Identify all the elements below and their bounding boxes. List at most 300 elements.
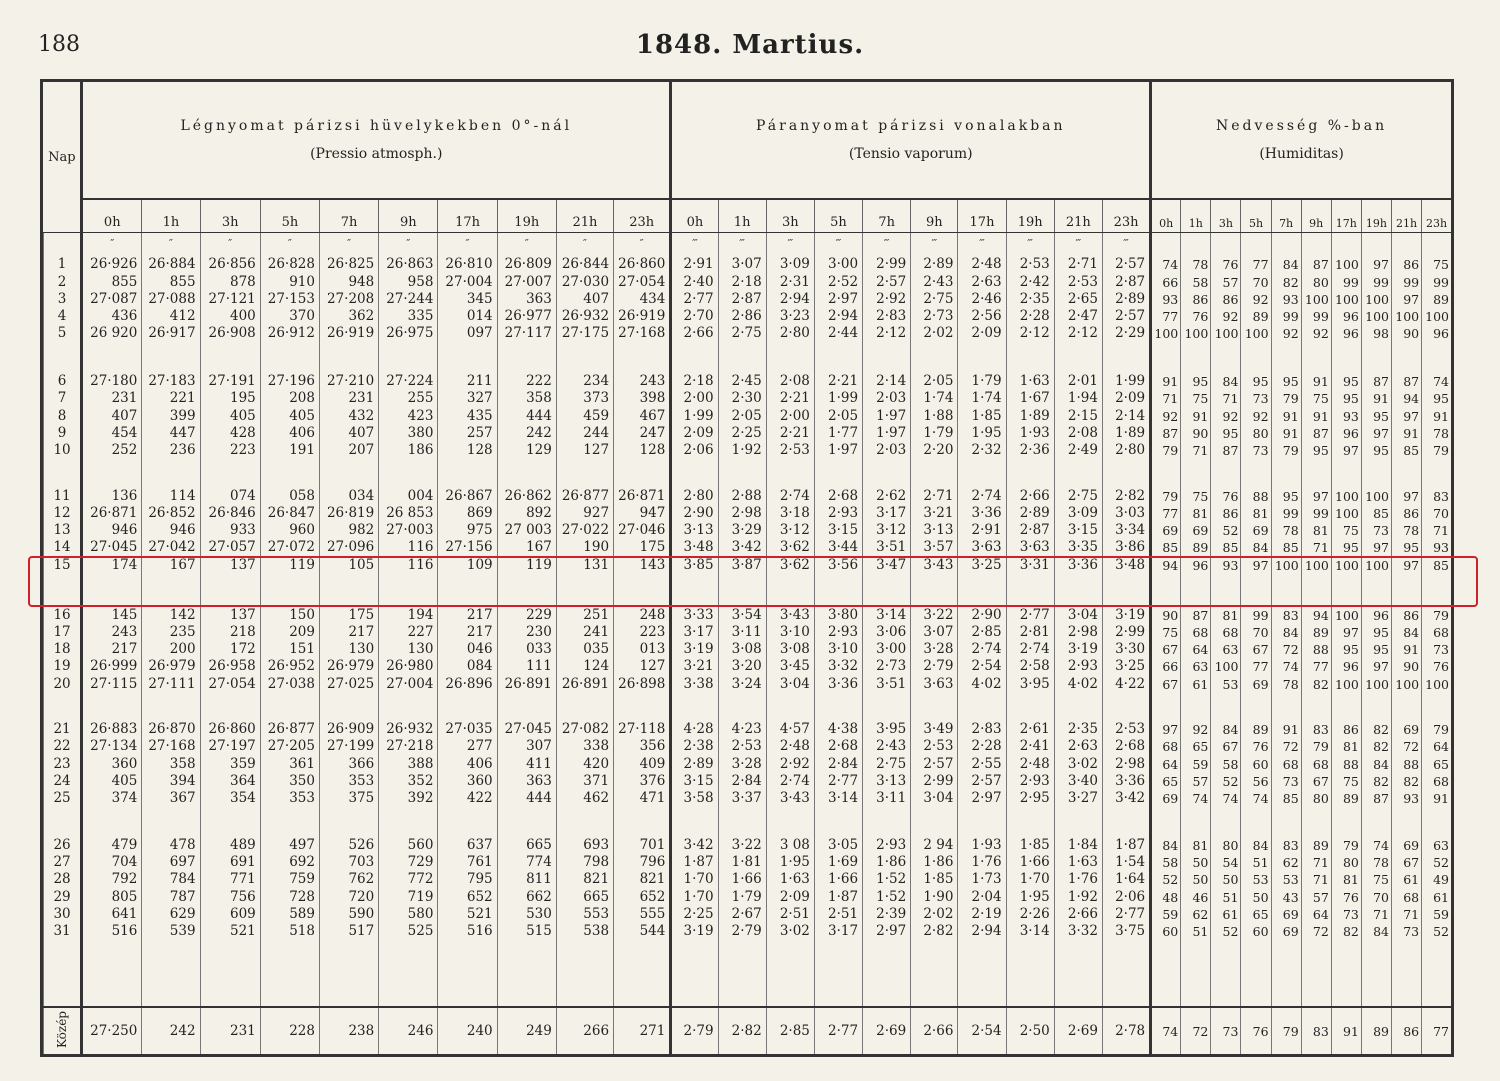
- vapor-value-column: 3·09 2·31 2·94 3·23 2·80: [766, 253, 814, 370]
- humidity-unit-mark: [1422, 233, 1451, 254]
- vapor-value-column: 1·79 1·74 1·85 1·95 2·32: [958, 370, 1006, 485]
- humidity-value-column: 87 80 100 99 92: [1301, 253, 1331, 370]
- vapor-value-column: 2 94 1·86 1·85 1·90 2·02 2·82: [911, 834, 958, 1008]
- pressure-value-column: 211 327 435 257 128: [438, 370, 497, 485]
- vapor-value-column: 2·53 2·42 2·35 2·28 2·12: [1006, 253, 1054, 370]
- humidity-hour-header: 9h: [1301, 199, 1331, 233]
- pressure-value-column: 194 227 130 26·980 27·004: [379, 604, 438, 719]
- humidity-hour-header: 17h: [1331, 199, 1361, 233]
- pressure-value-column: 26·877 27·205 361 350 353: [260, 718, 319, 834]
- humidity-value-column: 100 97 95 96 100: [1331, 604, 1361, 719]
- humidity-value-column: 95 99 78 85 100: [1271, 485, 1301, 604]
- humidity-value-column: 83 70 71 93 85: [1422, 485, 1451, 604]
- vapor-mean-value: 2·66: [911, 1007, 958, 1054]
- humidity-mean-value: 79: [1271, 1007, 1301, 1054]
- nap-header: Nap: [44, 82, 82, 233]
- vapor-value-column: 3·95 2·43 2·75 3·13 3·11: [863, 718, 911, 834]
- pressure-value-column: 637 761 795 652 521 516: [438, 834, 497, 1008]
- humidity-unit-mark: [1301, 233, 1331, 254]
- pressure-value-column: 26·844 27·030 407 26·932 27·175: [556, 253, 613, 370]
- pressure-value-column: 526 703 762 720 590 517: [320, 834, 379, 1008]
- humidity-value-column: 95 95 93 96 97: [1331, 370, 1361, 485]
- pressure-hour-header: 19h: [497, 199, 556, 233]
- vapor-hour-header: 0h: [671, 199, 718, 233]
- humidity-value-column: 78 58 86 76 100: [1181, 253, 1211, 370]
- pressure-value-column: 489 691 771 756 609 521: [200, 834, 260, 1008]
- pressure-mean-value: 231: [200, 1007, 260, 1054]
- vapor-hour-header: 19h: [1006, 199, 1054, 233]
- hours-row: [44, 199, 1452, 233]
- humidity-hour-header: 1h: [1181, 199, 1211, 233]
- row-15-highlight: [28, 556, 1478, 607]
- vapor-unit-mark: ‴: [766, 233, 814, 254]
- pressure-mean-value: 266: [556, 1007, 613, 1054]
- vapor-value-column: 4·57 2·48 2·92 2·74 3·43: [766, 718, 814, 834]
- pressure-value-column: 27·180 231 407 454 252: [82, 370, 142, 485]
- humidity-value-column: 74 95 91 78 79: [1422, 370, 1451, 485]
- vapor-mean-value: 2·79: [671, 1007, 718, 1054]
- vapor-value-column: 3·07 2·18 2·87 2·86 2·75: [718, 253, 766, 370]
- pressure-title: Légnyomat párizsi hüvelykekben 0°-nál: [180, 117, 573, 134]
- pressure-value-column: 26·860 27·054 434 26·919 27·168: [614, 253, 671, 370]
- vapor-value-column: 3·49 2·53 2·57 2·99 3·04: [911, 718, 958, 834]
- vapor-unit-mark: ‴: [1054, 233, 1102, 254]
- vapor-value-column: 2·99 2·57 2·92 2·83 2·12: [863, 253, 911, 370]
- humidity-value-column: 100 99 100 96 96: [1331, 253, 1361, 370]
- vapor-value-column: 3·04 2·98 3·19 2·93 4·02: [1054, 604, 1102, 719]
- humidity-value-column: 83 84 72 74 78: [1271, 604, 1301, 719]
- pressure-value-column: 26·825 948 27·208 362 26·919: [320, 253, 379, 370]
- humidity-value-column: 90 75 67 66 67: [1151, 604, 1181, 719]
- pressure-value-column: 26·871 947 27·046 175 143: [614, 485, 671, 604]
- unit-marks-row: [44, 233, 1452, 254]
- humidity-value-column: 87 68 64 63 61: [1181, 604, 1211, 719]
- humidity-hour-header: 5h: [1241, 199, 1271, 233]
- pressure-value-column: 136 26·871 946 27·045 174: [82, 485, 142, 604]
- pressure-value-column: 175 217 130 26·979 27·025: [320, 604, 379, 719]
- pressure-value-column: 229 230 033 111 26·891: [497, 604, 556, 719]
- humidity-value-column: 99 70 67 77 69: [1241, 604, 1271, 719]
- humidity-hour-header: 21h: [1392, 199, 1422, 233]
- vapor-value-column: 2·71 3·21 3·13 3·57 3·43: [911, 485, 958, 604]
- humidity-value-column: 76 57 86 92 100: [1211, 253, 1241, 370]
- pressure-value-column: 26·856 878 27·121 400 26·908: [200, 253, 260, 370]
- humidity-value-column: 79 80 81 76 73 82: [1331, 834, 1361, 1008]
- day-group: [44, 253, 1452, 370]
- pressure-value-column: 058 26·847 960 27·072 119: [260, 485, 319, 604]
- vapor-value-column: 3·22 1·81 1·66 1·79 2·67 2·79: [718, 834, 766, 1008]
- vapor-value-column: 3·19 2·99 3·30 3·25 4·22: [1102, 604, 1150, 719]
- day-numbers: 21 22 23 24 25: [44, 718, 82, 834]
- humidity-value-column: 79 64 65 68 91: [1422, 718, 1451, 834]
- pressure-value-column: 26·867 869 975 27·156 109: [438, 485, 497, 604]
- vapor-value-column: 3·54 3·11 3·08 3·20 3·24: [718, 604, 766, 719]
- humidity-value-column: 97 68 64 65 69: [1151, 718, 1181, 834]
- pressure-value-column: 26·860 27·197 359 364 354: [200, 718, 260, 834]
- humidity-value-column: 79 68 73 76 100: [1422, 604, 1451, 719]
- pressure-value-column: 074 26·846 933 27·057 137: [200, 485, 260, 604]
- pressure-value-column: 145 243 217 26·999 27·115: [82, 604, 142, 719]
- pressure-value-column: 137 218 172 26·958 27·054: [200, 604, 260, 719]
- humidity-unit-mark: [1181, 233, 1211, 254]
- humidity-value-column: 75 81 69 89 96: [1181, 485, 1211, 604]
- vapor-value-column: 2·18 2·00 1·99 2·09 2·06: [671, 370, 718, 485]
- humidity-value-column: 97 99 81 71 100: [1301, 485, 1331, 604]
- vapor-value-column: 2·14 2·03 1·97 1·97 2·03: [863, 370, 911, 485]
- humidity-unit-mark: [1271, 233, 1301, 254]
- humidity-header: [1151, 82, 1451, 199]
- pressure-mean-value: 27·250: [82, 1007, 142, 1054]
- pressure-value-column: 27·183 221 399 447 236: [142, 370, 200, 485]
- humidity-value-column: 83 79 68 67 80: [1301, 718, 1331, 834]
- pressure-unit-mark: ″: [260, 233, 319, 254]
- humidity-mean-value: 83: [1301, 1007, 1331, 1054]
- pressure-value-column: 26·883 27·134 360 405 374: [82, 718, 142, 834]
- humidity-unit-mark: [1361, 233, 1391, 254]
- pressure-value-column: 142 235 200 26·979 27·111: [142, 604, 200, 719]
- vapor-hour-header: 9h: [911, 199, 958, 233]
- humidity-value-column: 84 67 58 52 74: [1211, 718, 1241, 834]
- unit-mark-spacer: [44, 233, 82, 254]
- vapor-value-column: 4·28 2·38 2·89 3·15 3·58: [671, 718, 718, 834]
- vapor-hour-header: 7h: [863, 199, 911, 233]
- humidity-value-column: 88 81 69 84 97: [1241, 485, 1271, 604]
- vapor-value-column: 4·38 2·68 2·84 2·77 3·14: [814, 718, 862, 834]
- page-number: 188: [38, 32, 80, 57]
- pressure-value-column: 26·810 27·004 345 014 097: [438, 253, 497, 370]
- humidity-value-column: 81 68 63 100 53: [1211, 604, 1241, 719]
- humidity-value-column: 84 51 53 50 65 60: [1241, 834, 1271, 1008]
- humidity-value-column: 86 99 97 100 90: [1392, 253, 1422, 370]
- humidity-hour-header: 19h: [1361, 199, 1391, 233]
- humidity-value-column: 87 94 97 91 85: [1392, 370, 1422, 485]
- humidity-mean-value: 89: [1361, 1007, 1391, 1054]
- vapor-value-column: 2·91 2·40 2·77 2·70 2·66: [671, 253, 718, 370]
- vapor-value-column: 2·61 2·41 2·48 2·93 2·95: [1006, 718, 1054, 834]
- pressure-value-column: 701 796 821 652 555 544: [614, 834, 671, 1008]
- vapor-value-column: 2·74 3·18 3·12 3·62 3·62: [766, 485, 814, 604]
- day-group: [44, 718, 1452, 834]
- pressure-value-column: 26·884 855 27·088 412 26·917: [142, 253, 200, 370]
- humidity-hour-header: 3h: [1211, 199, 1241, 233]
- humidity-value-column: 74 66 93 77 100: [1151, 253, 1181, 370]
- vapor-mean-value: 2·82: [718, 1007, 766, 1054]
- pressure-header: [82, 82, 671, 199]
- day-numbers: 16 17 18 19 20: [44, 604, 82, 719]
- vapor-value-column: 3·14 3·06 3·00 2·73 3·51: [863, 604, 911, 719]
- vapor-hour-header: 5h: [814, 199, 862, 233]
- pressure-value-column: 665 774 811 662 530 515: [497, 834, 556, 1008]
- vapor-unit-mark: ‴: [718, 233, 766, 254]
- pressure-value-column: 497 692 759 728 589 518: [260, 834, 319, 1008]
- vapor-value-column: 2·35 2·63 3·02 3·40 3·27: [1054, 718, 1102, 834]
- pressure-value-column: 26·809 27·007 363 26·977 27·117: [497, 253, 556, 370]
- pressure-hour-header: 1h: [142, 199, 200, 233]
- humidity-unit-mark: [1392, 233, 1422, 254]
- humidity-value-column: 83 62 53 43 69 69: [1271, 834, 1301, 1008]
- vapor-value-column: 2·89 2·43 2·75 2·73 2·02: [911, 253, 958, 370]
- pressure-value-column: 27·035 277 406 360 422: [438, 718, 497, 834]
- kozep-label-cell: [44, 1007, 82, 1054]
- humidity-value-column: 95 75 91 90 71: [1181, 370, 1211, 485]
- vapor-unit-mark: ‴: [911, 233, 958, 254]
- day-group: [44, 370, 1452, 485]
- vapor-value-column: 2·66 2·89 2·87 3·63 3·31: [1006, 485, 1054, 604]
- vapor-value-column: 1·93 1·76 1·73 2·04 2·19 2·94: [958, 834, 1006, 1008]
- humidity-value-column: 89 76 60 56 74: [1241, 718, 1271, 834]
- humidity-value-column: 82 82 84 82 87: [1361, 718, 1391, 834]
- humidity-subtitle: (Humiditas): [1259, 145, 1344, 162]
- humidity-unit-mark: [1241, 233, 1271, 254]
- humidity-value-column: 91 71 92 87 79: [1151, 370, 1181, 485]
- vapor-value-column: 2·88 2·98 3·29 3·42 3·87: [718, 485, 766, 604]
- pressure-value-column: 26·863 958 27·244 335 26·975: [379, 253, 438, 370]
- pressure-value-column: 27·191 195 405 428 223: [200, 370, 260, 485]
- pressure-value-column: 248 223 013 127 26·898: [614, 604, 671, 719]
- pressure-mean-value: 228: [260, 1007, 319, 1054]
- pressure-value-column: 150 209 151 26·952 27·038: [260, 604, 319, 719]
- vapor-value-column: 1·63 1·67 1·89 1·93 2·36: [1006, 370, 1054, 485]
- vapor-value-column: 2·21 1·99 2·05 1·77 1·97: [814, 370, 862, 485]
- pressure-mean-value: 246: [379, 1007, 438, 1054]
- pressure-value-column: 26·877 927 27·022 190 131: [556, 485, 613, 604]
- pressure-subtitle: (Pressio atmosph.): [310, 145, 443, 162]
- humidity-unit-mark: [1331, 233, 1361, 254]
- humidity-value-column: 79 77 69 85 94: [1151, 485, 1181, 604]
- vapor-mean-value: 2·69: [1054, 1007, 1102, 1054]
- pressure-hour-header: 0h: [82, 199, 142, 233]
- pressure-value-column: 222 358 444 242 129: [497, 370, 556, 485]
- vapor-value-column: 2·83 2·28 2·55 2·57 2·97: [958, 718, 1006, 834]
- pressure-value-column: 034 26·819 982 27·096 105: [320, 485, 379, 604]
- pressure-value-column: 243 398 467 247 128: [614, 370, 671, 485]
- pressure-value-column: 251 241 035 124 26·891: [556, 604, 613, 719]
- humidity-value-column: 94 89 88 77 82: [1301, 604, 1331, 719]
- vapor-value-column: 4·23 2·53 3·28 2·84 3·37: [718, 718, 766, 834]
- vapor-value-column: 3·80 2·93 3·10 3·32 3·36: [814, 604, 862, 719]
- pressure-value-column: 27·082 338 420 371 462: [556, 718, 613, 834]
- vapor-unit-mark: ‴: [958, 233, 1006, 254]
- humidity-value-column: 97 86 78 95 97: [1392, 485, 1422, 604]
- pressure-unit-mark: ″: [438, 233, 497, 254]
- pressure-value-column: 234 373 459 244 127: [556, 370, 613, 485]
- day-numbers: 11 12 13 14 15: [44, 485, 82, 604]
- vapor-value-column: 2·68 2·93 3·15 3·44 3·56: [814, 485, 862, 604]
- vapor-value-column: 1·99 2·09 2·14 1·89 2·80: [1102, 370, 1150, 485]
- pressure-mean-value: 249: [497, 1007, 556, 1054]
- pressure-hour-header: 3h: [200, 199, 260, 233]
- humidity-value-column: 91 75 91 87 95: [1301, 370, 1331, 485]
- pressure-unit-mark: ″: [142, 233, 200, 254]
- vapor-value-column: 2·80 2·90 3·13 3·48 3·85: [671, 485, 718, 604]
- vapor-header: [671, 82, 1151, 199]
- vapor-value-column: 2·62 3·17 3·12 3·51 3·47: [863, 485, 911, 604]
- vapor-value-column: 1·87 1·54 1·64 2·06 2·77 3·75: [1102, 834, 1150, 1008]
- pressure-unit-mark: ″: [200, 233, 260, 254]
- vapor-unit-mark: ‴: [1006, 233, 1054, 254]
- humidity-value-column: 86 81 88 75 89: [1331, 718, 1361, 834]
- vapor-value-column: 2·90 2·85 2·74 2·54 4·02: [958, 604, 1006, 719]
- humidity-value-column: 81 50 50 46 62 51: [1181, 834, 1211, 1008]
- humidity-value-column: 80 54 50 51 61 52: [1211, 834, 1241, 1008]
- humidity-value-column: 92 65 59 57 74: [1181, 718, 1211, 834]
- pressure-value-column: 693 798 821 665 553 538: [556, 834, 613, 1008]
- humidity-hour-header: 23h: [1422, 199, 1451, 233]
- humidity-title: Nedvesség %-ban: [1216, 117, 1388, 134]
- vapor-mean-value: 2·54: [958, 1007, 1006, 1054]
- humidity-value-column: 74 78 75 70 71 84: [1361, 834, 1391, 1008]
- vapor-mean-value: 2·78: [1102, 1007, 1150, 1054]
- humidity-value-column: 95 79 91 91 79: [1271, 370, 1301, 485]
- pressure-mean-value: 238: [320, 1007, 379, 1054]
- humidity-mean-value: 77: [1422, 1007, 1451, 1054]
- vapor-value-column: 2·05 1·74 1·88 1·79 2·20: [911, 370, 958, 485]
- humidity-mean-value: 86: [1392, 1007, 1422, 1054]
- pressure-unit-mark: ″: [320, 233, 379, 254]
- humidity-value-column: 84 71 92 95 87: [1211, 370, 1241, 485]
- humidity-unit-mark: [1151, 233, 1181, 254]
- pressure-value-column: 26·909 27·199 366 353 375: [320, 718, 379, 834]
- day-group: [44, 834, 1452, 1008]
- vapor-value-column: 3 08 1·95 1·63 2·09 2·51 3·02: [766, 834, 814, 1008]
- vapor-value-column: 3·22 3·07 3·28 2·79 3·63: [911, 604, 958, 719]
- pressure-hour-header: 17h: [438, 199, 497, 233]
- vapor-value-column: 2·53 2·68 2·98 3·36 3·42: [1102, 718, 1150, 834]
- vapor-title: Páranyomat párizsi vonalakban: [755, 117, 1066, 134]
- vapor-unit-mark: ‴: [863, 233, 911, 254]
- vapor-value-column: 2·57 2·87 2·89 2·57 2·29: [1102, 253, 1150, 370]
- vapor-hour-header: 1h: [718, 199, 766, 233]
- pressure-hour-header: 23h: [614, 199, 671, 233]
- pressure-value-column: 114 26·852 946 27·042 167: [142, 485, 200, 604]
- pressure-value-column: 26·862 892 27 003 167 119: [497, 485, 556, 604]
- humidity-value-column: 77 70 92 89 100: [1241, 253, 1271, 370]
- vapor-value-column: 2·74 3·36 2·91 3·63 3·25: [958, 485, 1006, 604]
- vapor-mean-value: 2·69: [863, 1007, 911, 1054]
- humidity-hour-header: 7h: [1271, 199, 1301, 233]
- pressure-value-column: 27·224 255 423 380 186: [379, 370, 438, 485]
- vapor-hour-header: 3h: [766, 199, 814, 233]
- pressure-hour-header: 5h: [260, 199, 319, 233]
- pressure-value-column: 217 217 046 084 26·896: [438, 604, 497, 719]
- pressure-hour-header: 7h: [320, 199, 379, 233]
- humidity-value-column: 97 99 100 100 98: [1361, 253, 1391, 370]
- vapor-mean-value: 2·77: [814, 1007, 862, 1054]
- humidity-value-column: 89 71 71 57 64 72: [1301, 834, 1331, 1008]
- pressure-mean-value: 271: [614, 1007, 671, 1054]
- vapor-mean-value: 2·85: [766, 1007, 814, 1054]
- humidity-value-column: 100 100 75 95 100: [1331, 485, 1361, 604]
- humidity-mean-value: 74: [1151, 1007, 1181, 1054]
- pressure-value-column: 26·932 27·218 388 352 392: [379, 718, 438, 834]
- pressure-hour-header: 9h: [379, 199, 438, 233]
- vapor-value-column: 2·01 1·94 2·15 2·08 2·49: [1054, 370, 1102, 485]
- humidity-mean-value: 73: [1211, 1007, 1241, 1054]
- day-numbers: 6 7 8 9 10: [44, 370, 82, 485]
- vapor-unit-mark: ‴: [814, 233, 862, 254]
- humidity-value-column: 96 95 95 97 100: [1361, 604, 1391, 719]
- vapor-value-column: 2·77 2·81 2·74 2·58 3·95: [1006, 604, 1054, 719]
- pressure-unit-mark: ″: [556, 233, 613, 254]
- pressure-value-column: 479 704 792 805 641 516: [82, 834, 142, 1008]
- pressure-value-column: 27·210 231 432 407 207: [320, 370, 379, 485]
- kozep-label: Közép: [55, 1010, 70, 1048]
- pressure-unit-mark: ″: [379, 233, 438, 254]
- humidity-value-column: 95 73 92 80 73: [1241, 370, 1271, 485]
- vapor-value-column: 3·05 1·69 1·66 1·87 2·51 3·17: [814, 834, 862, 1008]
- pressure-unit-mark: ″: [82, 233, 142, 254]
- vapor-hour-header: 23h: [1102, 199, 1150, 233]
- vapor-value-column: 2·45 2·30 2·05 2·25 1·92: [718, 370, 766, 485]
- pressure-unit-mark: ″: [614, 233, 671, 254]
- vapor-unit-mark: ‴: [671, 233, 718, 254]
- humidity-value-column: 86 84 91 90 100: [1392, 604, 1422, 719]
- pressure-value-column: 26·828 910 27·153 370 26·912: [260, 253, 319, 370]
- humidity-value-column: 63 52 49 61 59 52: [1422, 834, 1451, 1008]
- humidity-value-column: 75 99 89 100 96: [1422, 253, 1451, 370]
- pressure-unit-mark: ″: [497, 233, 556, 254]
- pressure-value-column: 26·926 855 27·087 436 26 920: [82, 253, 142, 370]
- humidity-value-column: 84 82 93 99 92: [1271, 253, 1301, 370]
- humidity-value-column: 76 86 52 85 93: [1211, 485, 1241, 604]
- humidity-value-column: 91 72 68 73 85: [1271, 718, 1301, 834]
- vapor-value-column: 3·00 2·52 2·97 2·94 2·44: [814, 253, 862, 370]
- vapor-value-column: 1·84 1·63 1·76 1·92 2·66 3·32: [1054, 834, 1102, 1008]
- page-title: 1848. Martius.: [635, 30, 865, 60]
- vapor-hour-header: 21h: [1054, 199, 1102, 233]
- vapor-value-column: 2·48 2·63 2·46 2·56 2·09: [958, 253, 1006, 370]
- humidity-mean-value: 91: [1331, 1007, 1361, 1054]
- pressure-value-column: 560 729 772 719 580 525: [379, 834, 438, 1008]
- day-group: [44, 604, 1452, 719]
- pressure-value-column: 26·870 27·168 358 394 367: [142, 718, 200, 834]
- day-numbers: 26 27 28 29 30 31: [44, 834, 82, 1008]
- vapor-value-column: 2·82 3·03 3·34 3·86 3·48: [1102, 485, 1150, 604]
- humidity-hour-header: 0h: [1151, 199, 1181, 233]
- day-numbers: 1 2 3 4 5: [44, 253, 82, 370]
- humidity-mean-value: 76: [1241, 1007, 1271, 1054]
- humidity-value-column: 100 85 73 97 100: [1361, 485, 1391, 604]
- vapor-value-column: 3·33 3·17 3·19 3·21 3·38: [671, 604, 718, 719]
- vapor-unit-mark: ‴: [1102, 233, 1150, 254]
- humidity-value-column: 87 91 95 97 95: [1361, 370, 1391, 485]
- vapor-subtitle: (Tensio vaporum): [848, 145, 973, 162]
- vapor-mean-value: 2·50: [1006, 1007, 1054, 1054]
- kozep-row: [44, 1007, 1452, 1054]
- vapor-value-column: 1·85 1·66 1·70 1·95 2·26 3·14: [1006, 834, 1054, 1008]
- pressure-value-column: 27·196 208 405 406 191: [260, 370, 319, 485]
- vapor-value-column: 2·93 1·86 1·52 1·52 2·39 2·97: [863, 834, 911, 1008]
- vapor-value-column: 3·43 3·10 3·08 3·45 3·04: [766, 604, 814, 719]
- humidity-value-column: 69 72 88 82 93: [1392, 718, 1422, 834]
- vapor-value-column: 2·71 2·53 2·65 2·47 2·12: [1054, 253, 1102, 370]
- pressure-hour-header: 21h: [556, 199, 613, 233]
- humidity-mean-value: 72: [1181, 1007, 1211, 1054]
- vapor-value-column: 2·75 3·09 3·15 3·35 3·36: [1054, 485, 1102, 604]
- humidity-value-column: 69 67 61 68 71 73: [1392, 834, 1422, 1008]
- pressure-value-column: 478 697 784 787 629 539: [142, 834, 200, 1008]
- pressure-mean-value: 240: [438, 1007, 497, 1054]
- humidity-value-column: 84 58 52 48 59 60: [1151, 834, 1181, 1008]
- vapor-value-column: 3·42 1·87 1·70 1·70 2·25 3·19: [671, 834, 718, 1008]
- pressure-value-column: 27·118 356 409 376 471: [614, 718, 671, 834]
- vapor-hour-header: 17h: [958, 199, 1006, 233]
- humidity-unit-mark: [1211, 233, 1241, 254]
- pressure-value-column: 004 26 853 27·003 116 116: [379, 485, 438, 604]
- vapor-value-column: 2·08 2·21 2·00 2·21 2·53: [766, 370, 814, 485]
- pressure-mean-value: 242: [142, 1007, 200, 1054]
- pressure-value-column: 27·045 307 411 363 444: [497, 718, 556, 834]
